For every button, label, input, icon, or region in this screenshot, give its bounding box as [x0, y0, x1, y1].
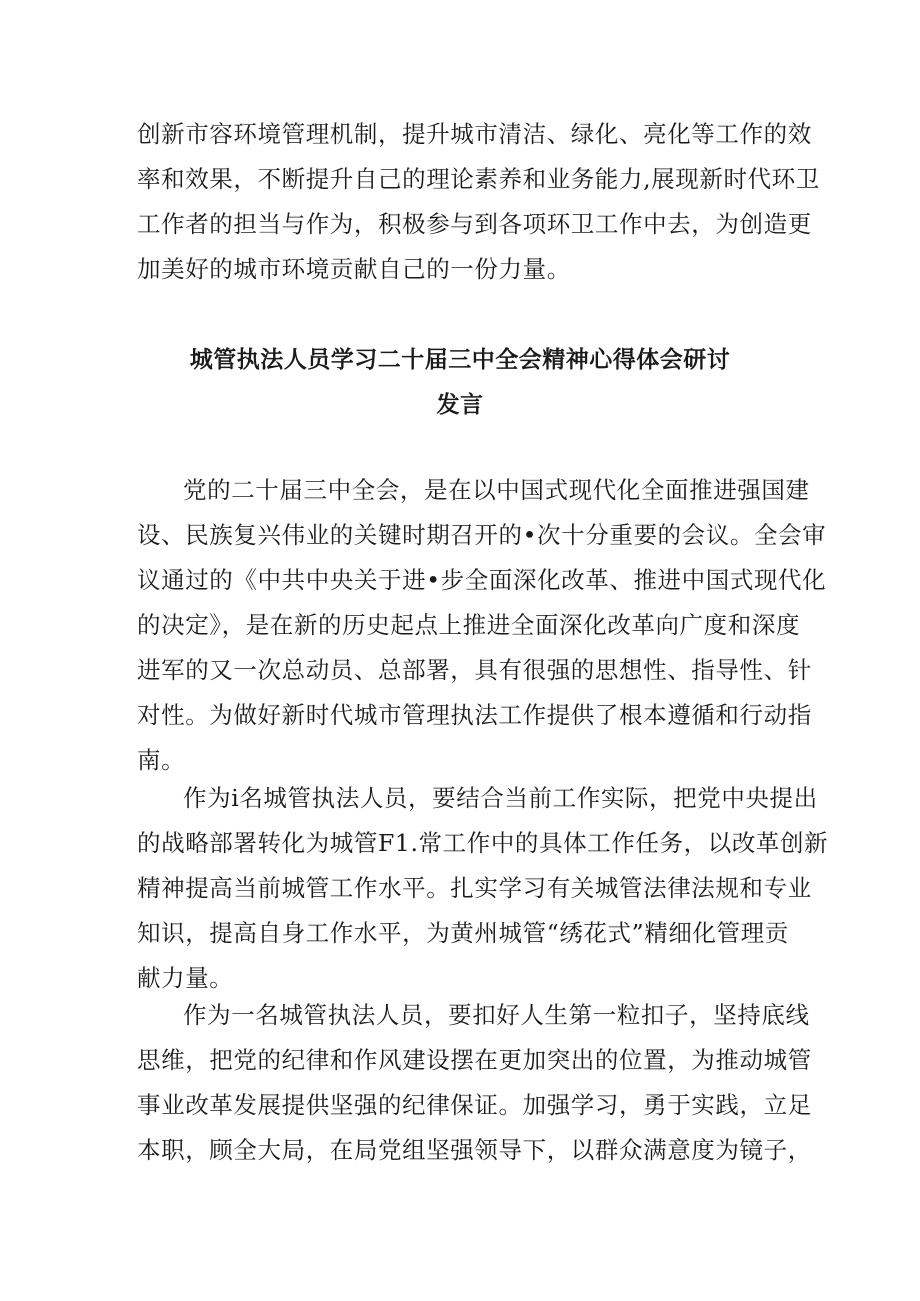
text-line: 设、民族复兴伟业的关键时期召开的•次十分重要的会议。全会审 — [137, 521, 827, 549]
text-line: 思维，把党的纪律和作风建设摆在更加突出的位置，为推动城管 — [137, 1046, 812, 1074]
text-line: 献力量。 — [137, 964, 234, 992]
text-line: 的决定》，是在新的历史起点上推进全面深化改革向广度和深度 — [137, 611, 801, 639]
text-line: 作为i名城管执法人员，要结合当前工作实际，把党中央提出 — [183, 784, 818, 812]
paragraph-2 — [137, 776, 829, 1001]
text-line: 创新市容环境管理机制，提升城市清洁、绿化、亮化等工作的效 — [137, 120, 812, 148]
title-line: 发言 — [436, 392, 484, 418]
intro-paragraph — [137, 112, 820, 292]
text-line: 党的二十届三中全会，是在以中国式现代化全面推进强国建 — [183, 476, 810, 504]
text-line: 对性。为做好新时代城市管理执法工作提供了根本遵循和行动指 — [137, 701, 812, 729]
text-line: 进军的又一次总动员、总部署，具有很强的思想性、指导性、针 — [137, 656, 812, 684]
text-line: 本职，顾全大局，在局党组坚强领导下，以群众满意度为镜子， — [137, 1136, 812, 1164]
text-line: 事业改革发展提供坚强的纪律保证。加强学习，勇于实践，立足 — [137, 1091, 812, 1119]
article-title — [137, 338, 783, 428]
text-line: 议通过的《中共中央关于进•步全面深化改革、推进中国式现代化 — [137, 566, 827, 594]
text-line: 工作者的担当与作为，积极参与到各项环卫工作中去，为创造更 — [137, 210, 812, 238]
paragraph-3 — [137, 993, 812, 1173]
text-line: 知识，提高自身工作水平，为黄州城管“绣花式”精细化管理贡 — [137, 919, 789, 947]
text-line: 作为一名城管执法人员，要扣好人生第一粒扣子，坚持底线 — [183, 1001, 810, 1029]
paragraph-1 — [137, 468, 827, 783]
text-line: 率和效果，不断提升自己的理论素养和业务能力,展现新时代环卫 — [137, 165, 820, 193]
title-line: 城管执法人员学习二十届三中全会精神心得体会研讨 — [189, 347, 731, 373]
text-line: 南。 — [137, 746, 186, 774]
text-line: 加美好的城市环境贡献自己的一份力量。 — [137, 255, 571, 283]
text-line: 精神提高当前城管工作水平。扎实学习有关城管法律法规和专业 — [137, 874, 812, 902]
text-line: 的战略部署转化为城管F1.常工作中的具体工作任务，以改革创新 — [137, 829, 829, 857]
